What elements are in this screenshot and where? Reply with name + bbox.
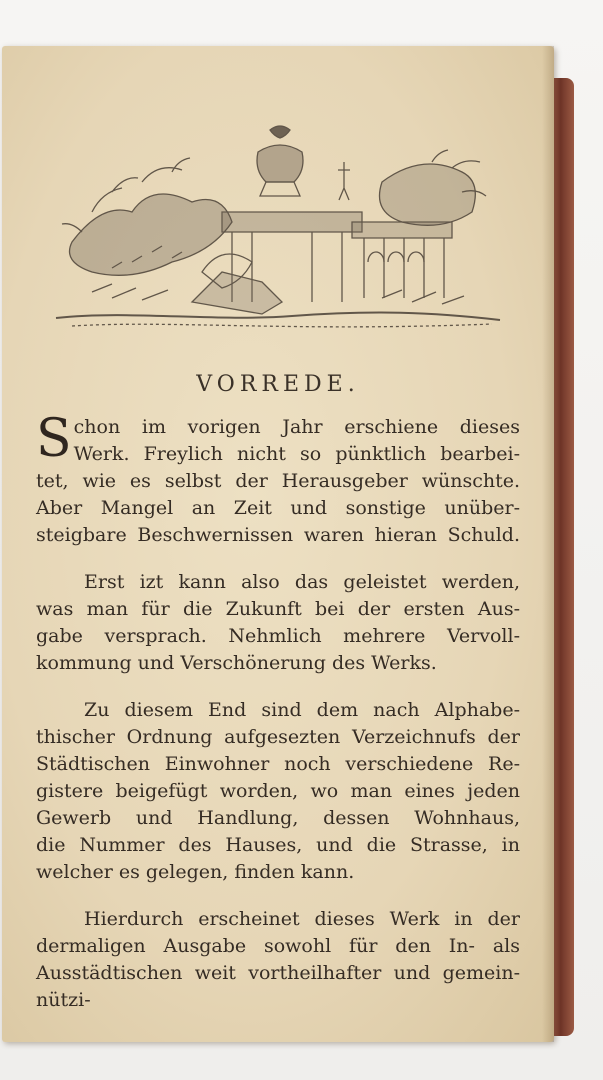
text-line: gabe versprach. Nehmlich mehrere Vervoll-: [36, 625, 520, 647]
book-page: [2, 46, 554, 1042]
drop-cap: S: [36, 409, 72, 469]
paragraph-1: [36, 409, 520, 549]
text-line: Städtischen Einwohner noch verschiedene Re-: [36, 753, 520, 775]
text-line: Erst izt kann also das geleistet werden,: [84, 571, 520, 593]
paragraph-2: [36, 569, 520, 677]
paragraph-4: [36, 906, 520, 1014]
text-line: was man für die Zukunft bei der ersten Aus-: [36, 598, 520, 620]
text-line: kommung und Verschönerung des Werks.: [36, 652, 437, 674]
text-line: gistere beigefügt worden, wo man eines jeden: [36, 780, 520, 802]
text-line: tet, wie es selbst der Herausgeber wünschte.: [36, 470, 520, 492]
body-text: [36, 409, 520, 1014]
paragraph-3: [36, 697, 520, 886]
text-line: die Nummer des Hauses, und die Strasse, in: [36, 834, 520, 856]
text-line: steigbare Beschwernissen waren hieran Schuld.: [36, 524, 520, 546]
text-line: Ausstädtischen weit vortheilhafter und gemein-: [36, 962, 520, 984]
text-line: chon im vorigen Jahr erschiene dieses: [73, 416, 520, 438]
engraved-vignette: [52, 122, 504, 340]
catchword: nützi-: [36, 989, 91, 1011]
chapter-heading: VORREDE.: [196, 372, 360, 397]
text-line: Aber Mangel an Zeit und sonstige unüber-: [36, 497, 520, 519]
text-line: thischer Ordnung aufgesezten Verzeichnufs der: [36, 726, 520, 748]
text-line: welcher es gelegen, finden kann.: [36, 861, 355, 883]
text-line: Zu diesem End sind dem nach Alphabe-: [84, 699, 520, 721]
text-line: Werk. Freylich nicht so pünktlich bearbei-: [73, 443, 520, 465]
text-line: dermaligen Ausgabe sowohl für den In- als: [36, 935, 520, 957]
text-line: Hierdurch erscheinet dieses Werk in der: [84, 908, 520, 930]
text-line: Gewerb und Handlung, dessen Wohnhaus,: [36, 807, 520, 829]
